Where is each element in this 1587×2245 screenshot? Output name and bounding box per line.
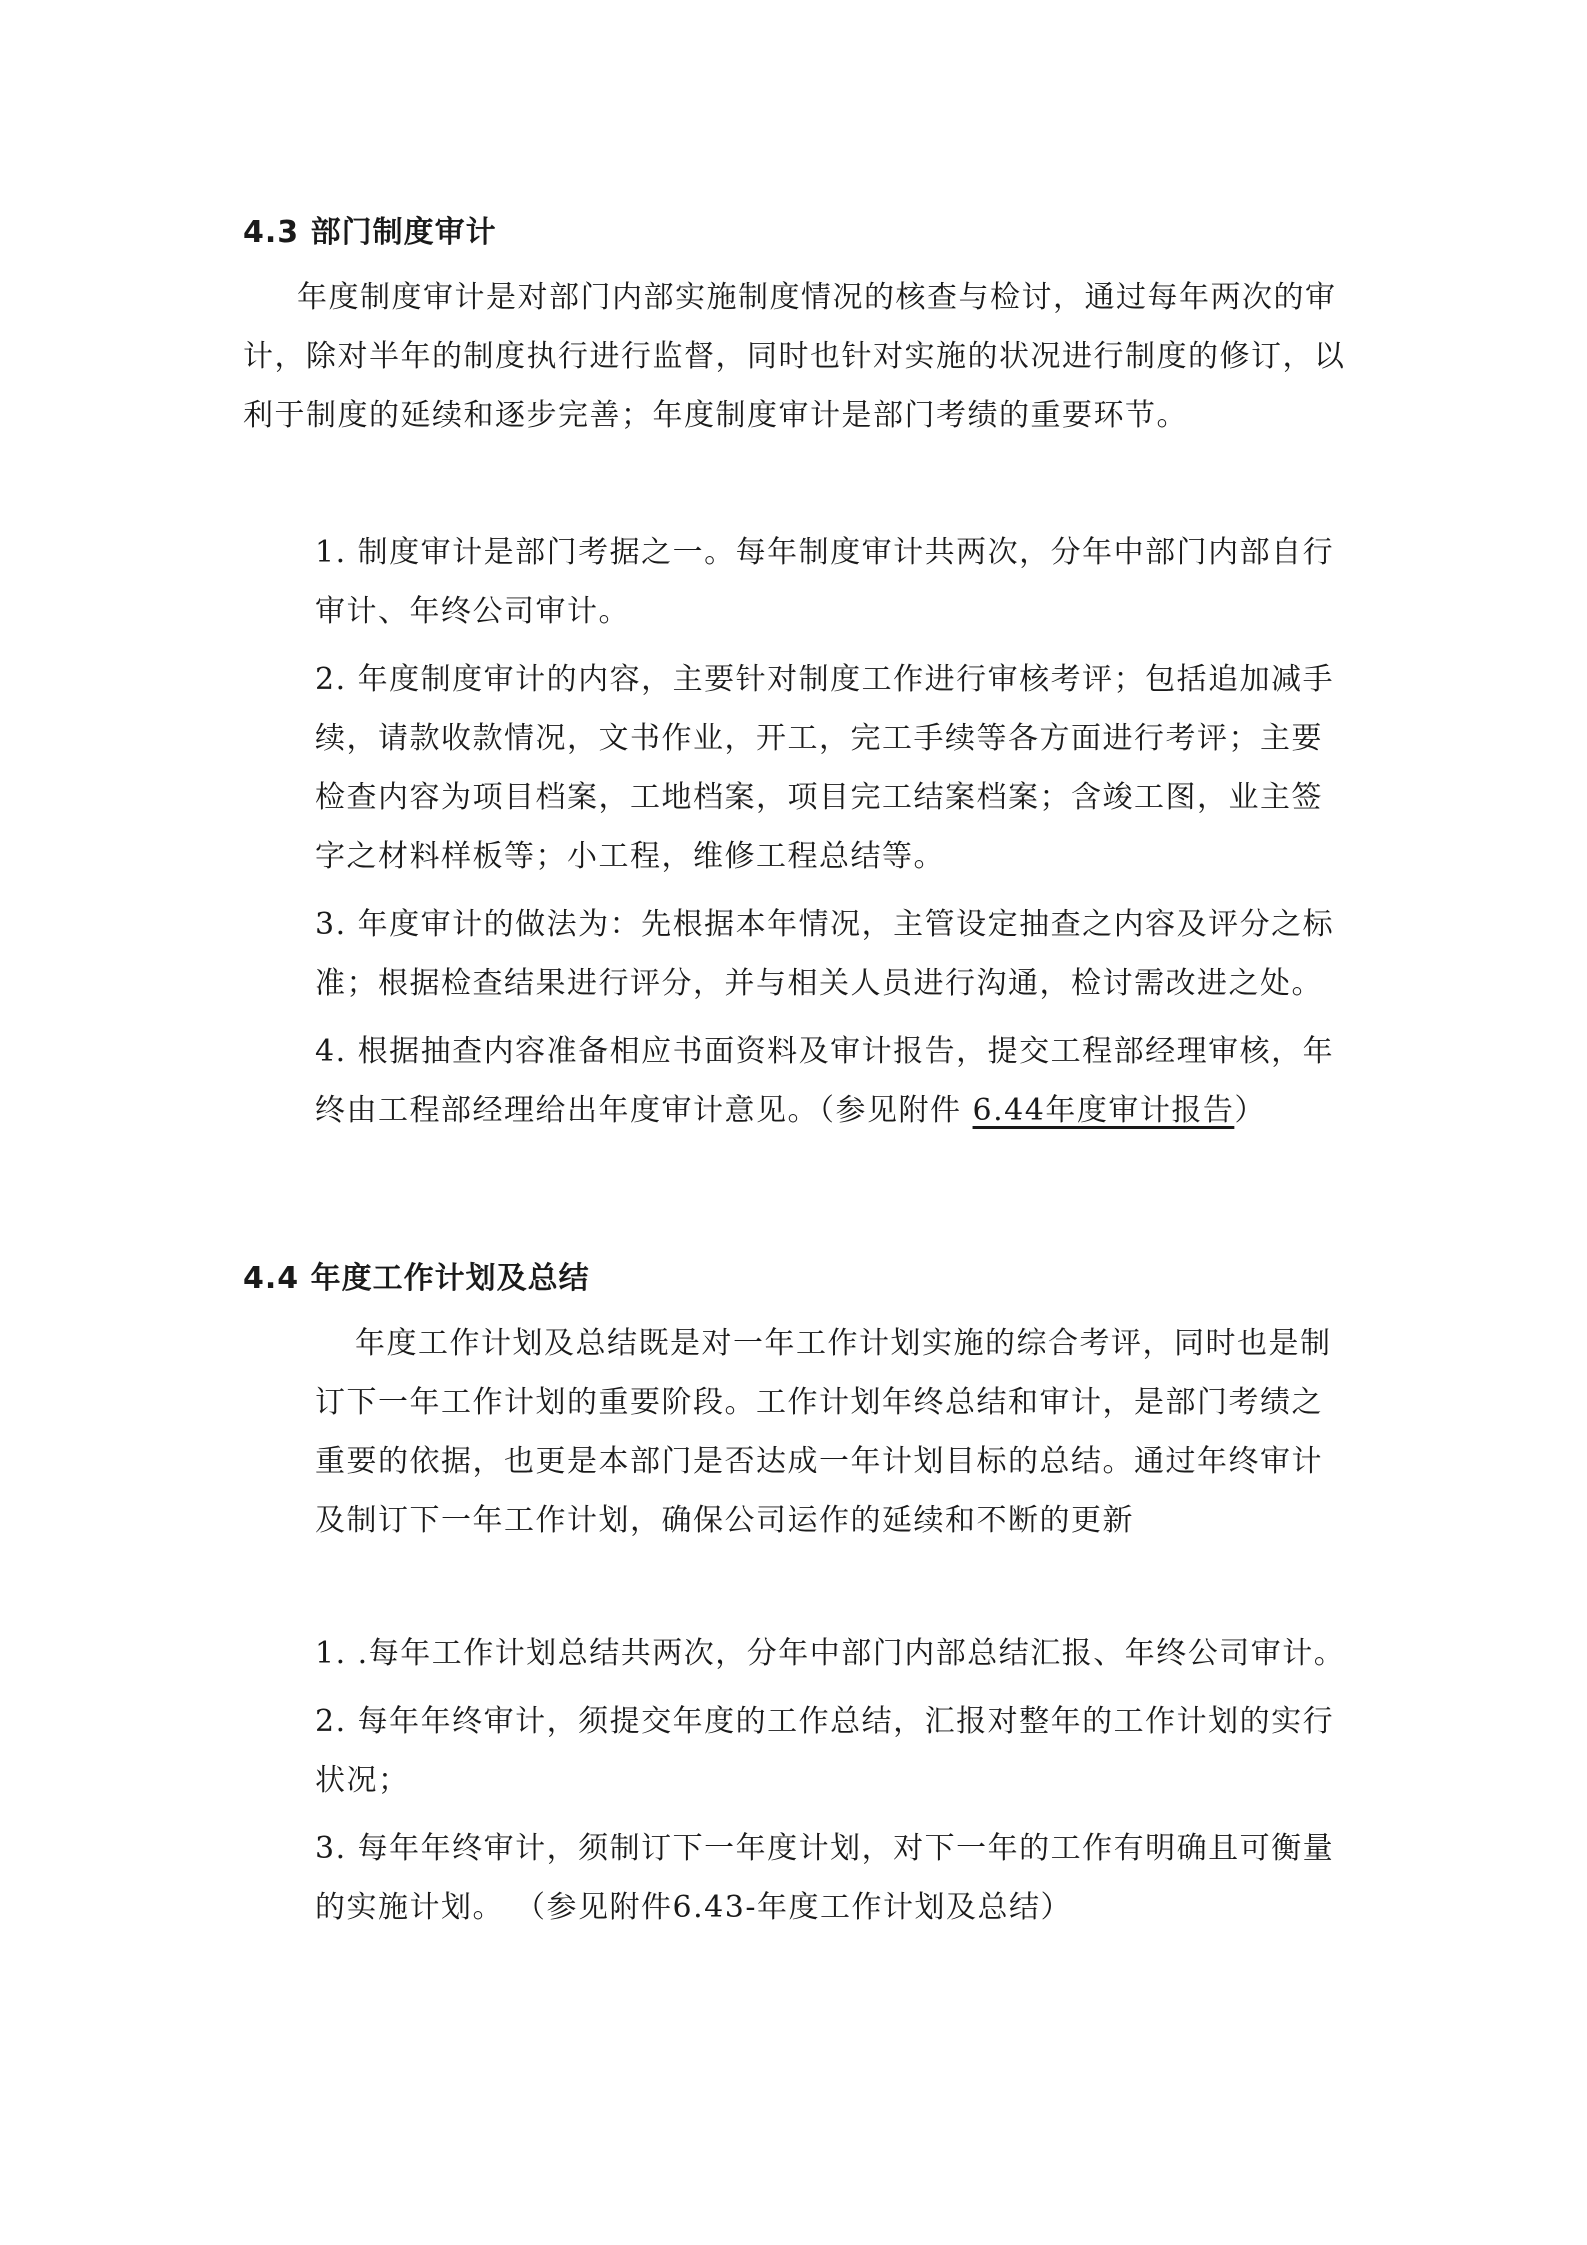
list-item-line: 准；根据检查结果进行评分，并与相关人员进行沟通，检讨需改进之处。 xyxy=(315,966,1323,1001)
list-item-line: 续，请款收款情况，文书作业，开工，完工手续等各方面进行考评；主要 xyxy=(315,721,1323,756)
paragraph-line: 年度工作计划及总结既是对一年工作计划实施的综合考评，同时也是制 xyxy=(355,1326,1332,1361)
paragraph-line: 订下一年工作计划的重要阶段。工作计划年终总结和审计，是部门考绩之 xyxy=(315,1385,1323,1420)
list-item-line: 审计、年终公司审计。 xyxy=(315,594,630,629)
paragraph-line: 利于制度的延续和逐步完善；年度制度审计是部门考绩的重要环节。 xyxy=(243,398,1188,433)
section-heading-4-3: 4.3 部门制度审计 xyxy=(243,215,497,250)
list-item-line: 2. 年度制度审计的内容，主要针对制度工作进行审核考评；包括追加减手 xyxy=(315,662,1335,697)
section-heading-4-4: 4.4 年度工作计划及总结 xyxy=(243,1261,590,1296)
list-item-line xyxy=(315,1085,1266,1129)
list-item-line: 的实施计划。 （参见附件6.43-年度工作计划及总结） xyxy=(315,1890,1072,1925)
list-item-line: 字之材料样板等；小工程，维修工程总结等。 xyxy=(315,839,945,874)
list-item-line: 2. 每年年终审计，须提交年度的工作总结，汇报对整年的工作计划的实行 xyxy=(315,1704,1335,1739)
list-item-line: 检查内容为项目档案，工地档案，项目完工结案档案；含竣工图，业主签 xyxy=(315,780,1323,815)
list-item-text: ） xyxy=(1234,1093,1266,1128)
paragraph-line: 年度制度审计是对部门内部实施制度情况的核查与检讨，通过每年两次的审 xyxy=(297,280,1337,315)
list-item-line: 1. 制度审计是部门考据之一。每年制度审计共两次，分年中部门内部自行 xyxy=(315,535,1335,570)
paragraph-line: 重要的依据，也更是本部门是否达成一年计划目标的总结。通过年终审计 xyxy=(315,1444,1323,1479)
paragraph-line: 及制订下一年工作计划，确保公司运作的延续和不断的更新 xyxy=(315,1503,1134,1538)
paragraph-line: 计，除对半年的制度执行进行监督，同时也针对实施的状况进行制度的修订，以 xyxy=(243,339,1346,374)
list-item-line: 4. 根据抽查内容准备相应书面资料及审计报告，提交工程部经理审核，年 xyxy=(315,1034,1335,1069)
attachment-link-6-44[interactable]: 6.44年度审计报告 xyxy=(972,1093,1235,1128)
list-item-line: 3. 年度审计的做法为：先根据本年情况，主管设定抽查之内容及评分之标 xyxy=(315,907,1335,942)
list-item-line: 3. 每年年终审计，须制订下一年度计划，对下一年的工作有明确且可衡量 xyxy=(315,1831,1335,1866)
list-item-line: 状况； xyxy=(315,1763,410,1798)
list-item-line: 1. .每年工作计划总结共两次，分年中部门内部总结汇报、年终公司审计。 xyxy=(315,1636,1346,1671)
list-item-text: 终由工程部经理给出年度审计意见。（参见附件 xyxy=(315,1093,973,1128)
